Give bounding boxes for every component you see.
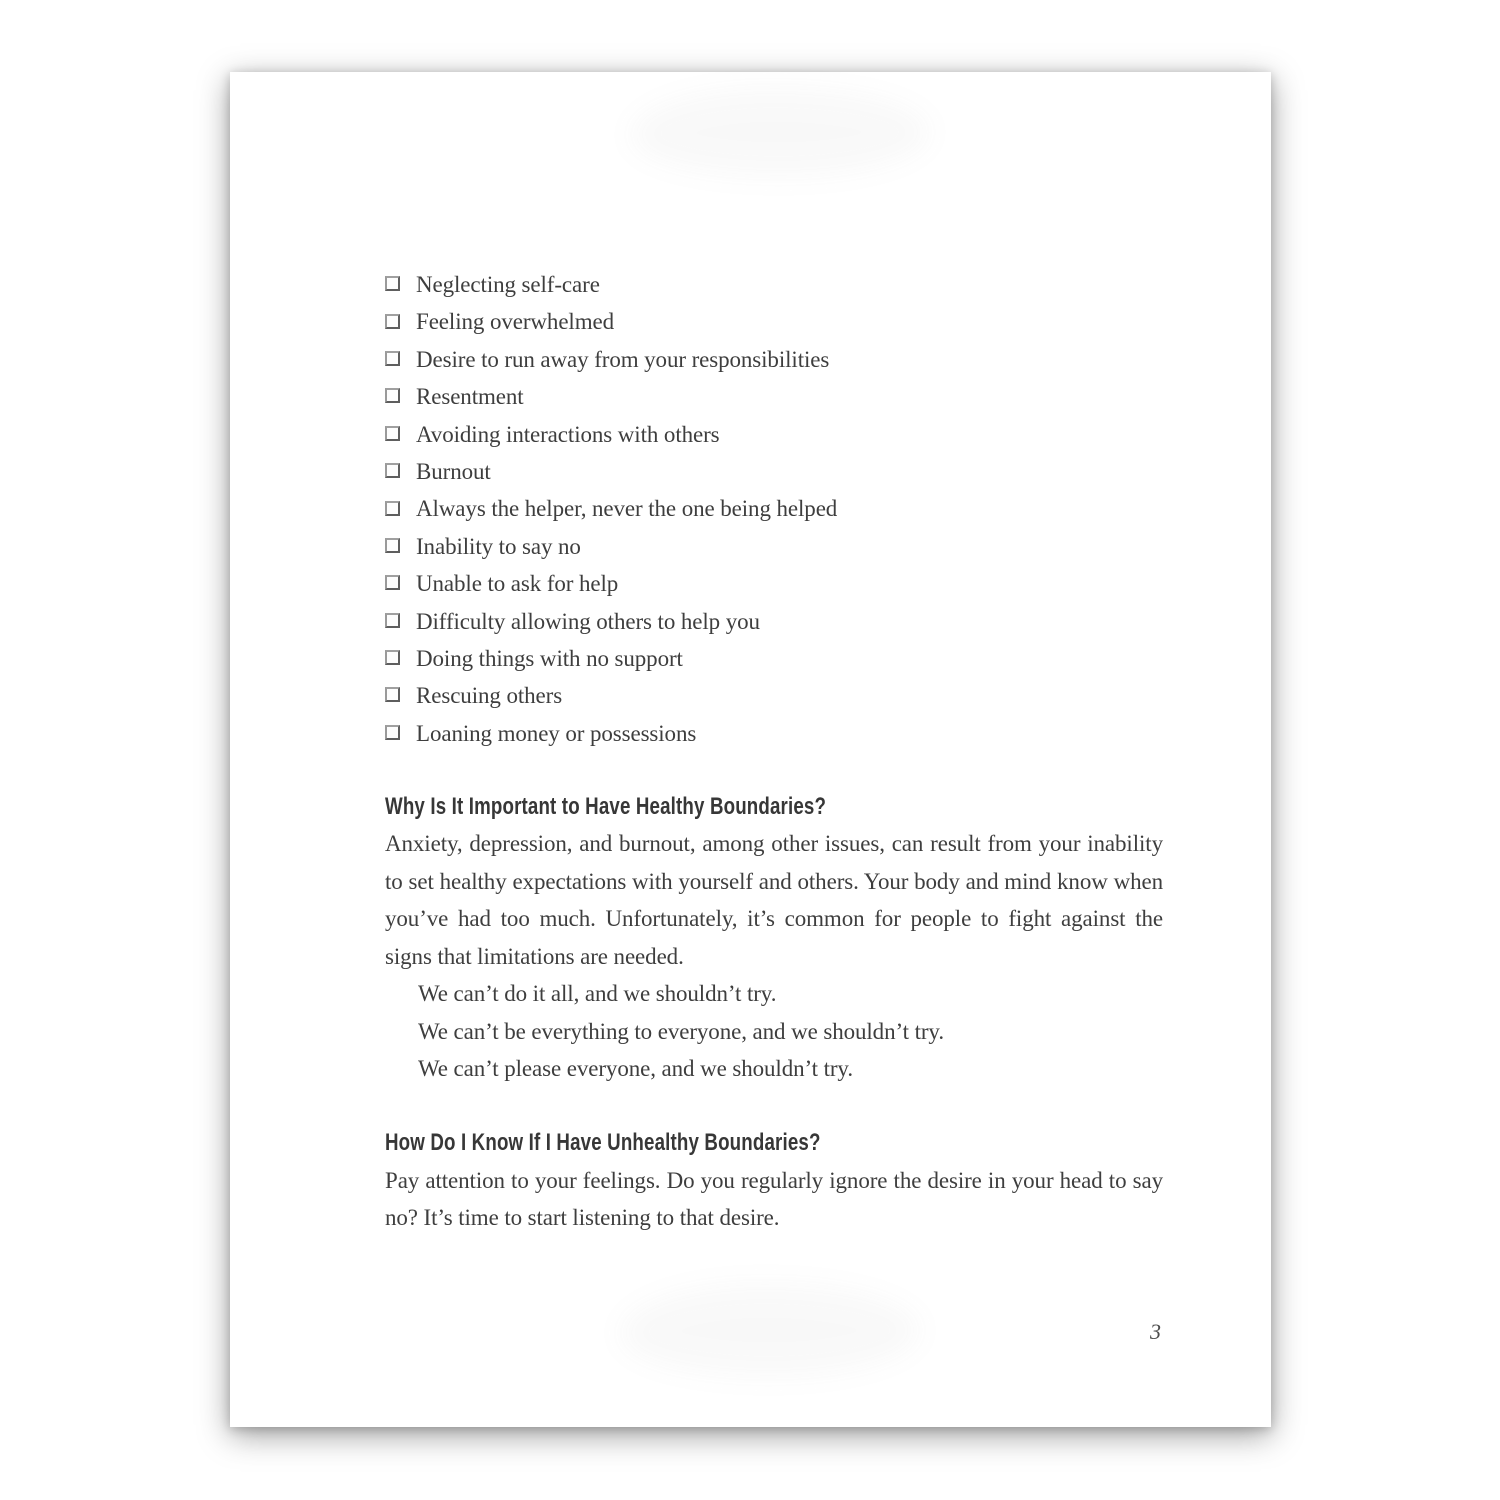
checklist-item: [385, 341, 1163, 378]
checkbox-icon: [385, 650, 400, 665]
checkbox-icon: [385, 687, 400, 702]
checkbox-icon: [385, 276, 400, 291]
show-through-artifact-top: [630, 88, 930, 176]
checklist-item-label: Unable to ask for help: [416, 571, 619, 597]
symptoms-checklist: [385, 266, 1163, 752]
checklist-item: [385, 266, 1163, 303]
checkbox-icon: [385, 501, 400, 516]
section-heading-unhealthy-boundaries: How Do I Know If I Have Unhealthy Boundaries?: [385, 1129, 821, 1157]
section-paragraph: Anxiety, depression, and burnout, among other issues, can result from your inability to set healthy expectations with yourself and others. Your body and mind know when you’ve had too much. Unfortunately, it’s common for people to fight against the signs that limitations are needed.: [385, 831, 1163, 969]
checklist-item-label: Difficulty allowing others to help you: [416, 608, 760, 634]
checkbox-icon: [385, 314, 400, 329]
checkbox-icon: [385, 725, 400, 740]
checklist-item: [385, 490, 1163, 527]
section-heading-why-important: Why Is It Important to Have Healthy Boundaries?: [385, 793, 827, 821]
checklist-item: [385, 640, 1163, 677]
checkbox-icon: [385, 463, 400, 478]
checklist-item: [385, 677, 1163, 714]
checklist-item-label: Inability to say no: [416, 533, 581, 559]
checklist-item-label: Desire to run away from your responsibilities: [416, 346, 830, 372]
aphorism-line: We can’t do it all, and we shouldn’t try.: [418, 981, 777, 1007]
checklist-item: [385, 303, 1163, 340]
checklist-item-label: Always the helper, never the one being helped: [416, 496, 838, 522]
checklist-item: [385, 715, 1163, 752]
checklist-item: [385, 603, 1163, 640]
checkbox-icon: [385, 388, 400, 403]
page-content: [385, 266, 1163, 1237]
checklist-item: [385, 416, 1163, 453]
book-page: [230, 72, 1271, 1427]
section-paragraph: Pay attention to your feelings. Do you regularly ignore the desire in your head to say no? It’s time to start listening to that desire.: [385, 1167, 1163, 1231]
checklist-item-label: Rescuing others: [416, 683, 563, 709]
checklist-item-label: Avoiding interactions with others: [416, 421, 720, 447]
checklist-item: [385, 528, 1163, 565]
checkbox-icon: [385, 426, 400, 441]
checklist-item-label: Burnout: [416, 458, 491, 484]
checklist-item-label: Loaning money or possessions: [416, 720, 697, 746]
checkbox-icon: [385, 575, 400, 590]
show-through-artifact-bottom: [620, 1284, 920, 1376]
page-number: 3: [1150, 1319, 1161, 1344]
checklist-item-label: Neglecting self-care: [416, 272, 600, 297]
checklist-item-label: Feeling overwhelmed: [416, 309, 615, 335]
checklist-item-label: Resentment: [416, 384, 524, 410]
aphorism-line: We can’t be everything to everyone, and we shouldn’t try.: [418, 1018, 944, 1044]
aphorism-line: We can’t please everyone, and we shouldn’t try.: [418, 1055, 853, 1081]
checklist-item: [385, 378, 1163, 415]
checklist-item-label: Doing things with no support: [416, 645, 683, 671]
checkbox-icon: [385, 613, 400, 628]
checklist-item: [385, 565, 1163, 602]
checklist-item: [385, 453, 1163, 490]
checkbox-icon: [385, 351, 400, 366]
checkbox-icon: [385, 538, 400, 553]
